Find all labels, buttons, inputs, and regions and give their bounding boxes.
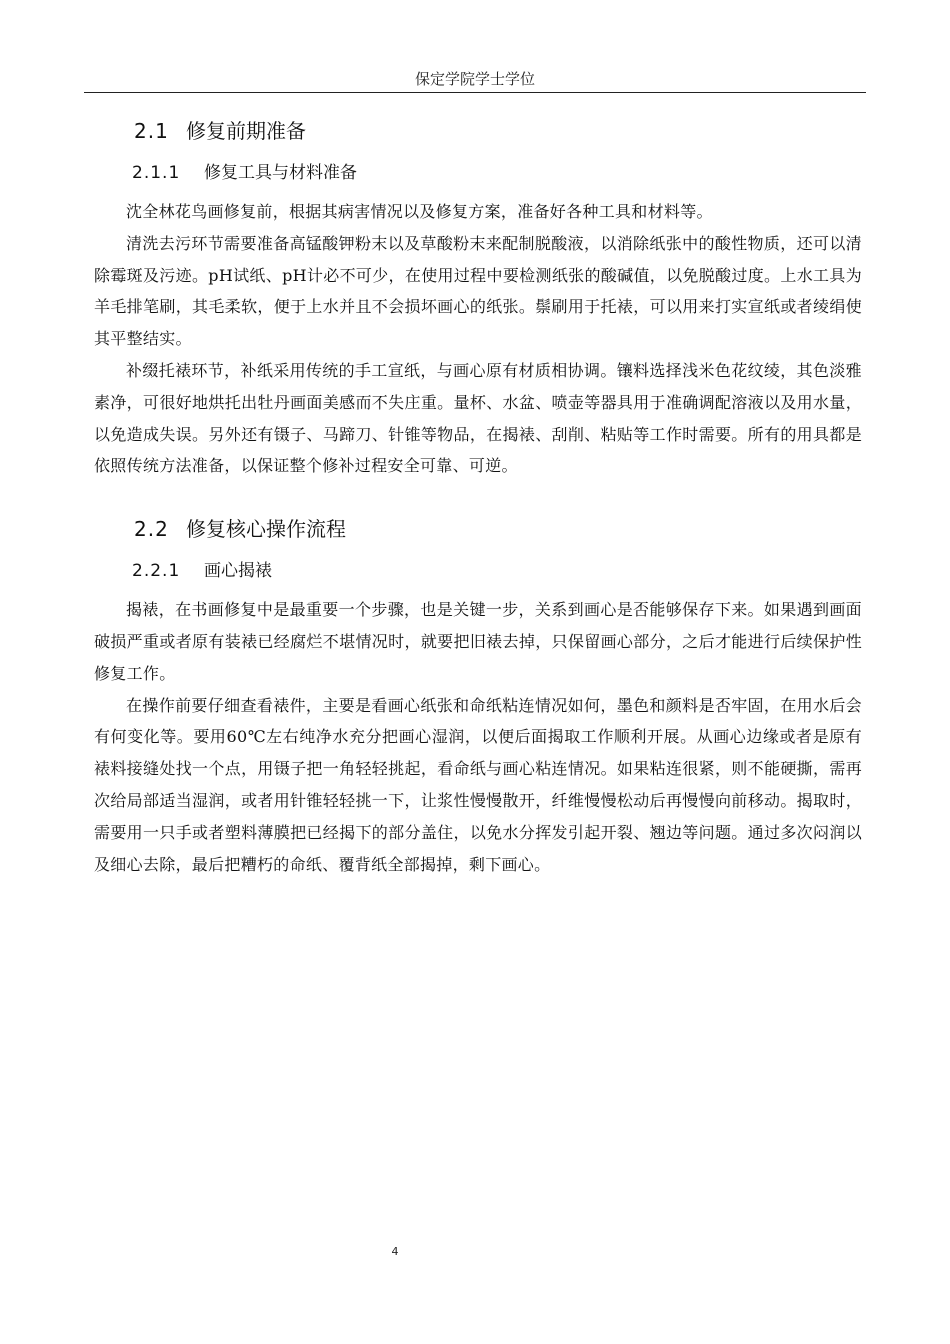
section-number: 2.2 [134,517,169,542]
header-text: 保定学院学士学位 [414,70,535,88]
paragraph: 在操作前要仔细查看裱件，主要是看画心纸张和命纸粘连情况如何，墨色和颜料是否牢固，在用水后会有何变化等。要用60℃左右纯净水充分把画心湿润，以便后面揭取工作顺利开展。从画心边缘或者是原有裱料接缝处找一个点，用镊子把一角轻轻挑起，看命纸与画心粘连情况。如果粘连很紧，则不能硬撕，需再次给局部适当湿润，或者用针锥轻轻挑一下，让浆性慢慢散开，纤维慢慢松动后再慢慢向前移动。揭取时，需要用一只手或者塑料薄膜把已经揭下的部分盖住，以免水分挥发引起开裂、翘边等问题。通过多次闷润以及细心去除，最后把糟朽的命纸、覆背纸全部揭掉，剩下画心。 [94,695,862,874]
document-body [94,112,862,880]
section-heading [134,112,862,150]
page-number: 4 [391,1245,399,1258]
subsection-heading [132,548,862,594]
paragraph: 沈全林花鸟画修复前，根据其病害情况以及修复方案，准备好各种工具和材料等。 [126,202,713,221]
section-spacer [94,482,862,510]
section-title: 修复前期准备 [186,119,306,143]
subsection-title: 画心揭裱 [204,561,272,582]
section-heading [134,510,862,548]
subsection-title: 修复工具与材料准备 [204,163,357,183]
section-number: 2.1 [134,119,169,143]
paragraph: 揭裱，在书画修复中是最重要一个步骤，也是关键一步，关系到画心是否能够保存下来。如果遇到画面破损严重或者原有装裱已经腐烂不堪情况时，就要把旧裱去掉，只保留画心部分，之后才能进行后续保护性修复工作。 [94,600,862,683]
paragraph: 补缀托裱环节，补纸采用传统的手工宣纸，与画心原有材质相协调。镶料选择浅米色花纹绫，其色淡雅素净，可很好地烘托出牡丹画面美感而不失庄重。量杯、水盆、喷壶等器具用于准确调配溶液以及用水量，以免造成失误。另外还有镊子、马蹄刀、针锥等物品，在揭裱、刮削、粘贴等工作时需要。所有的用具都是依照传统方法准备，以保证整个修补过程安全可靠、可逆。 [94,360,862,476]
subsection-number: 2.2.1 [132,561,181,582]
subsection-number: 2.1.1 [132,163,181,183]
subsection-heading [132,150,862,196]
section-title: 修复核心操作流程 [186,517,346,542]
paragraph: 清洗去污环节需要准备高锰酸钾粉末以及草酸粉末来配制脱酸液，以消除纸张中的酸性物质，还可以清除霉斑及污迹。pH试纸、pH计必不可少，在使用过程中要检测纸张的酸碱值，以免脱酸过度。上水工具为羊毛排笔刷，其毛柔软，便于上水并且不会损坏画心的纸张。鬃刷用于托裱，可以用来打实宣纸或者绫绢使其平整结实。 [94,233,862,349]
page-header [84,70,866,93]
